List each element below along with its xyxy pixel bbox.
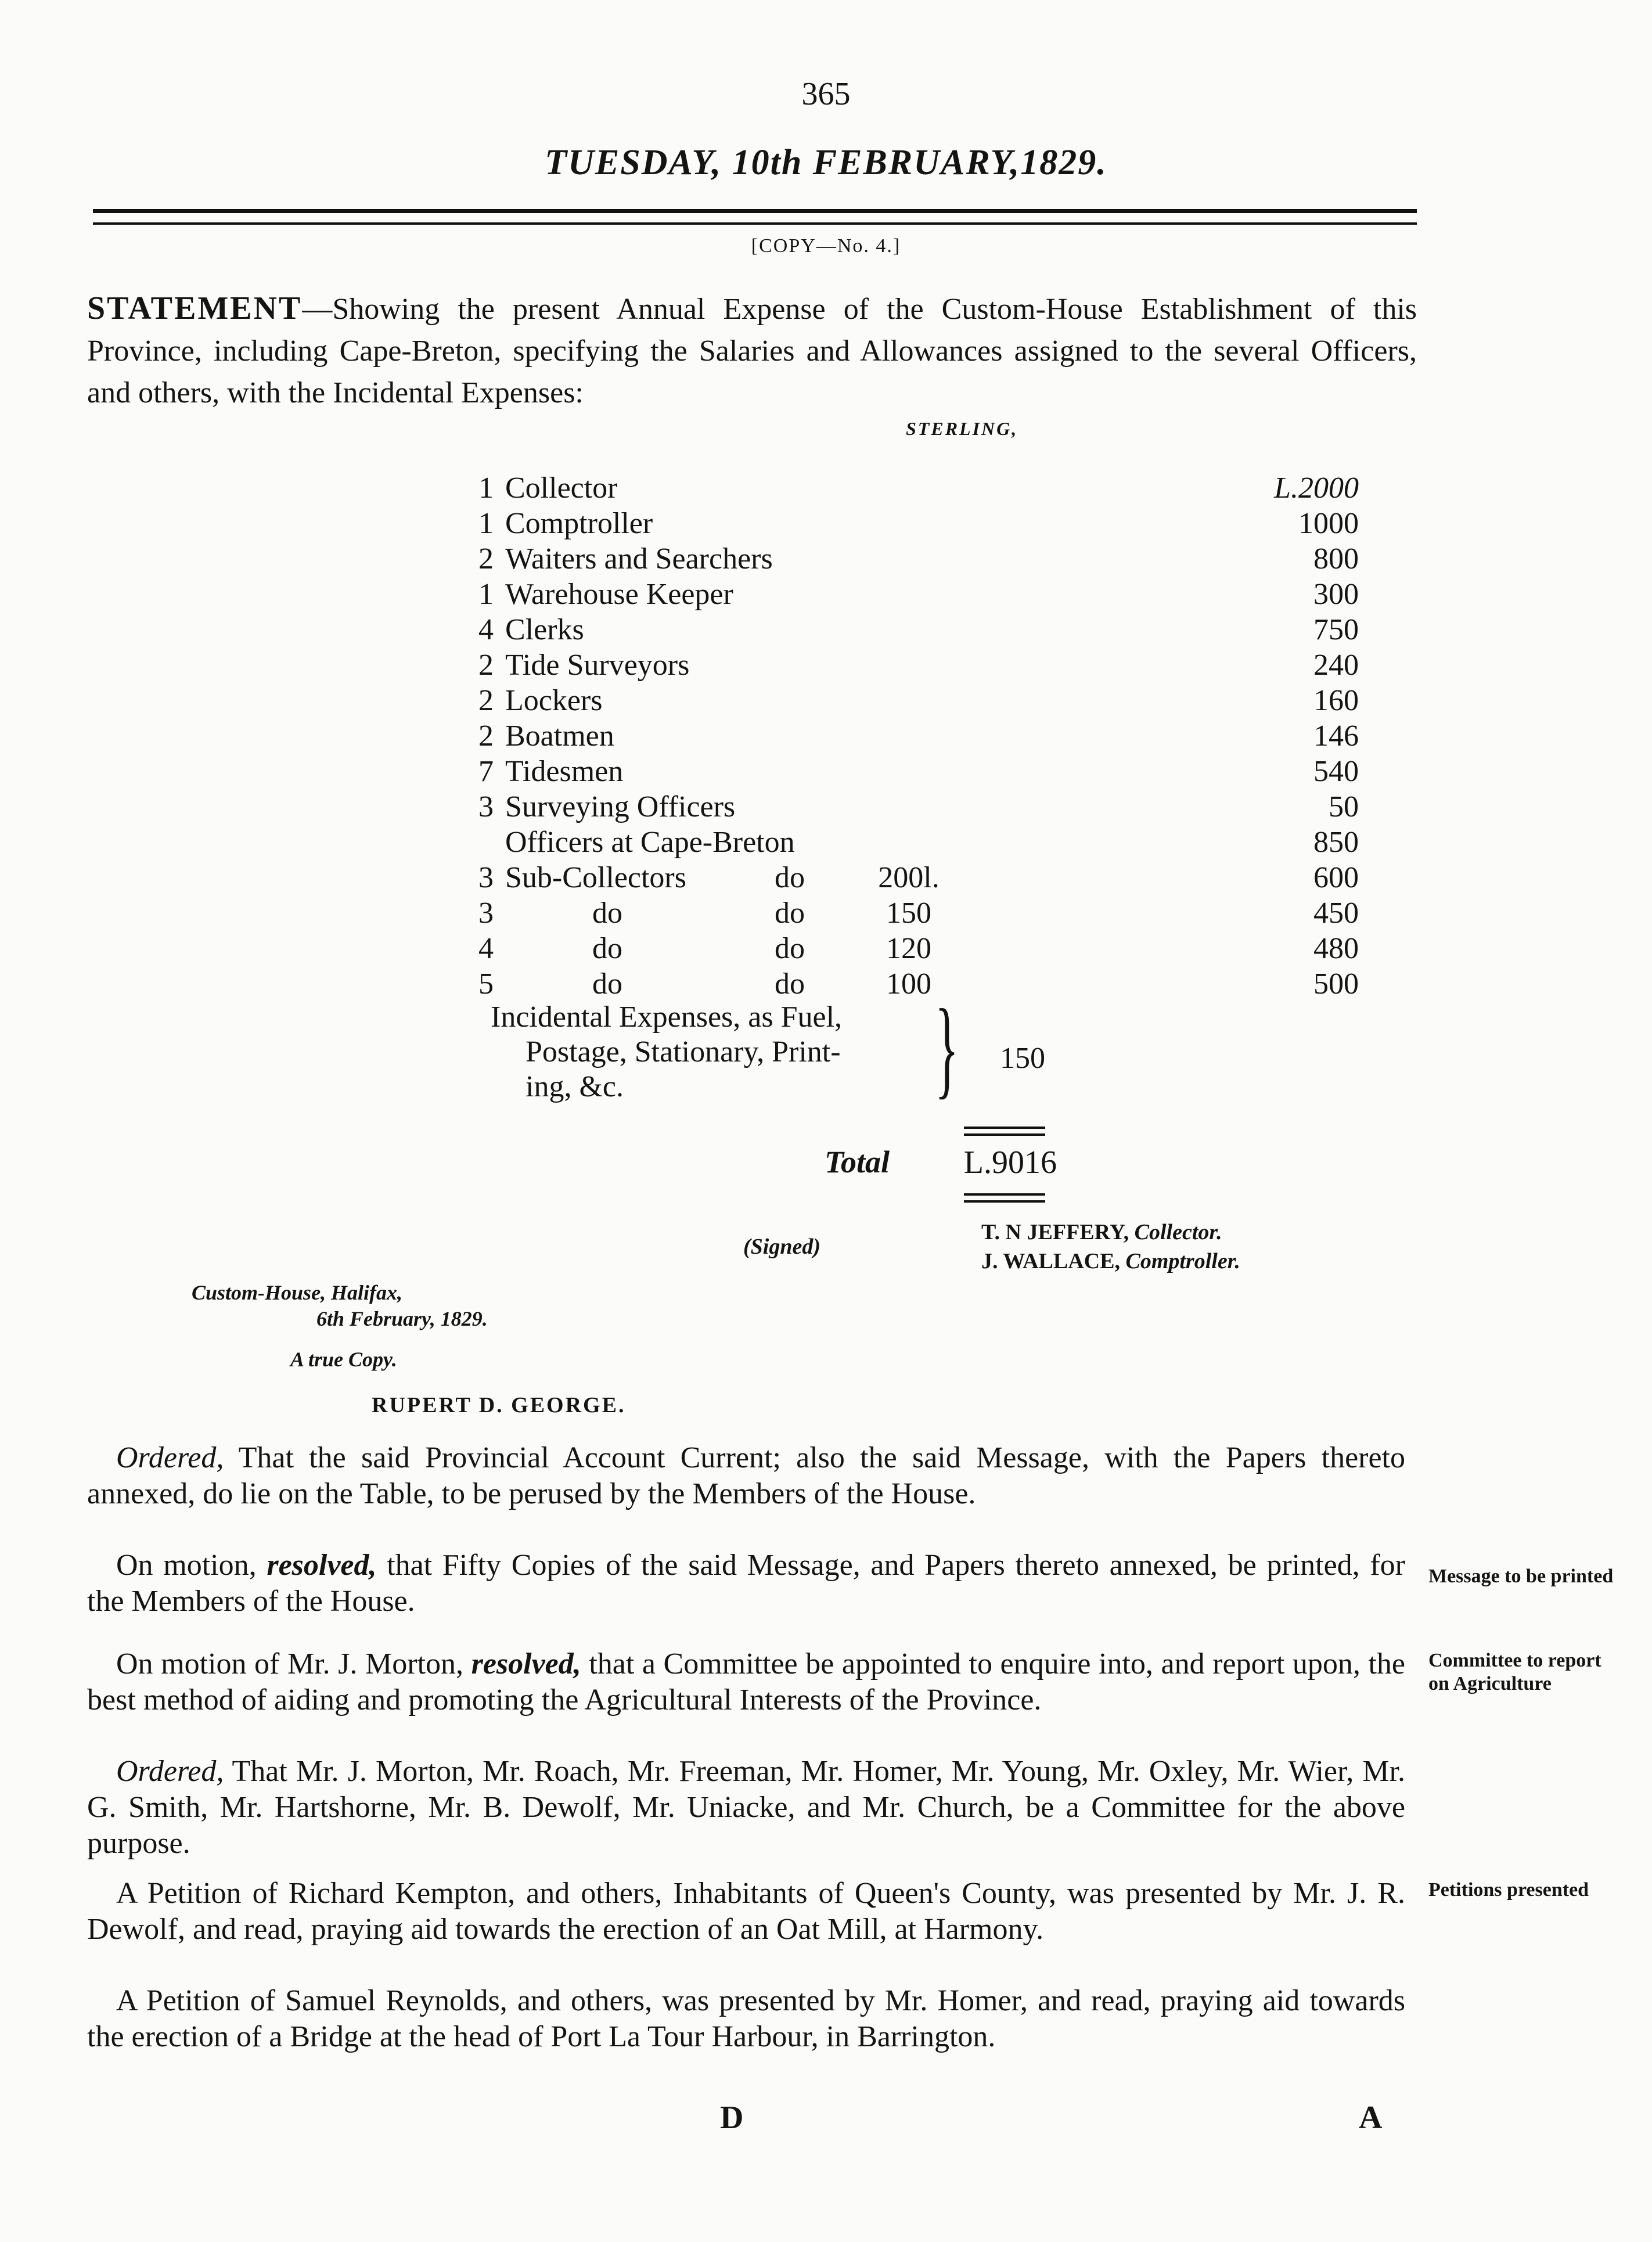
row-officer: Comptroller	[505, 507, 653, 540]
row-officer: Clerks	[505, 613, 584, 646]
p3-part-b: that a Committee be appointed to enquire into, and report upon, the best method of aiding and promoting the Agricultural Interests of the Province.	[87, 1647, 1405, 1716]
signature-mark-right: A	[1359, 2100, 1383, 2136]
p3-part-a: On motion of Mr. J. Morton,	[116, 1647, 472, 1680]
p1-lead: Ordered,	[116, 1441, 224, 1474]
row-officer: Sub-Collectors	[505, 861, 686, 894]
row-officer: do	[592, 967, 622, 1001]
row-amount: 300	[1313, 578, 1359, 611]
paragraph-motion-committee	[87, 1646, 1405, 1718]
total-rule-below	[964, 1193, 1045, 1203]
signer1-name: T. N JEFFERY,	[981, 1220, 1129, 1244]
statement-paragraph	[87, 287, 1417, 414]
row-quantity: 2	[478, 684, 494, 717]
row-rate: 150	[886, 897, 931, 930]
p4-text: That Mr. J. Morton, Mr. Roach, Mr. Freeman, Mr. Homer, Mr. Young, Mr. Oxley, Mr. Wier, Mr. G. Smith, Mr. Hartshorne, Mr. B. Dewolf, Mr. Uniacke, and Mr. Church, be a Committee for the above purpose.	[87, 1755, 1405, 1860]
row-officer: do	[592, 932, 622, 965]
row-amount: 1000	[1298, 507, 1359, 540]
row-officer: do	[592, 897, 622, 930]
table-row	[441, 895, 1428, 931]
statement-text: —Showing the present Annual Expense of the Custom-House Establishment of this Province, including Cape-Breton, specifying the Salaries and Allowances assigned to the several Officers, and others, with the Incidental Expenses:	[87, 293, 1417, 409]
row-quantity: 7	[478, 755, 494, 788]
row-ditto: do	[775, 897, 805, 930]
curly-brace: }	[935, 987, 959, 1109]
row-officer: Lockers	[505, 684, 603, 717]
signer2-title: Comptroller.	[1125, 1249, 1240, 1273]
table-row	[441, 825, 1428, 860]
row-amount: 450	[1313, 897, 1359, 930]
p3-resolved: resolved,	[471, 1647, 581, 1680]
page-date-heading: TUESDAY, 10th FEBRUARY,1829.	[545, 143, 1107, 182]
total-rule-above	[964, 1127, 1045, 1136]
row-officer: Officers at Cape-Breton	[505, 826, 795, 859]
currency-label: STERLING,	[906, 418, 1018, 439]
row-quantity: 3	[478, 897, 494, 930]
row-officer: Waiters and Searchers	[505, 542, 773, 575]
certifier-name: RUPERT D. GEORGE.	[372, 1393, 626, 1417]
incidental-expenses-label	[491, 1000, 955, 1104]
margin-note-petitions: Petitions presented	[1428, 1879, 1589, 1901]
row-amount: 240	[1313, 649, 1359, 682]
row-quantity: 4	[478, 613, 494, 646]
table-row	[441, 577, 1428, 612]
table-row	[441, 612, 1428, 647]
paragraph-petition-kempton: A Petition of Richard Kempton, and others, Inhabitants of Queen's County, was presented by Mr. J. R. Dewolf, and read, praying aid towards the erection of an Oat Mill, at Harmony.	[87, 1877, 1405, 1946]
row-amount: 146	[1313, 719, 1359, 753]
table-row	[441, 789, 1428, 825]
signer-collector	[981, 1219, 1222, 1245]
row-officer: Tidesmen	[505, 755, 624, 788]
row-rate: 120	[886, 932, 931, 965]
table-row	[441, 506, 1428, 541]
row-officer: Boatmen	[505, 719, 614, 753]
margin-note-message: Message to be printed	[1428, 1566, 1614, 1587]
row-quantity: 1	[478, 507, 494, 540]
row-quantity: 2	[478, 542, 494, 575]
signer1-title: Collector.	[1134, 1220, 1222, 1244]
p2-resolved: resolved,	[267, 1549, 377, 1582]
row-amount: 480	[1313, 932, 1359, 965]
dated-line: 6th February, 1829.	[316, 1307, 488, 1330]
incidental-line-3: ing, &c.	[526, 1070, 624, 1103]
true-copy-line: A true Copy.	[290, 1348, 397, 1371]
table-row	[441, 683, 1428, 718]
row-quantity: 4	[478, 932, 494, 965]
table-row	[441, 470, 1428, 506]
row-amount: 540	[1313, 755, 1359, 788]
paragraph-ordered-1	[87, 1440, 1405, 1512]
row-ditto: do	[775, 932, 805, 965]
table-row	[441, 541, 1428, 577]
row-quantity: 1	[478, 578, 494, 611]
table-row	[441, 718, 1428, 754]
signer-comptroller	[981, 1248, 1240, 1274]
row-officer: Surveying Officers	[505, 790, 736, 823]
expense-table	[441, 470, 1428, 1001]
signature-mark-left: D	[720, 2100, 744, 2136]
row-quantity: 2	[478, 719, 494, 753]
row-amount: 50	[1329, 790, 1359, 823]
row-quantity: 3	[478, 861, 494, 894]
row-amount: 750	[1313, 613, 1359, 646]
row-quantity: 5	[478, 967, 494, 1001]
row-amount: 600	[1313, 861, 1359, 894]
incidental-line-1: Incidental Expenses, as Fuel,	[491, 1001, 843, 1034]
heading-rule	[93, 209, 1417, 225]
row-ditto: do	[775, 861, 805, 894]
margin-note-committee: Committee to report on Agriculture	[1428, 1650, 1601, 1694]
incidental-amount: 150	[1000, 1042, 1045, 1075]
p2-part-a: On motion,	[116, 1549, 267, 1582]
place-line: Custom-House, Halifax,	[192, 1281, 403, 1304]
statement-heading: STATEMENT	[87, 290, 303, 326]
p1-text: That the said Provincial Account Current; also the said Message, with the Papers thereto annexed, do lie on the Table, to be perused by the Members of the House.	[87, 1441, 1405, 1510]
row-rate: 100	[886, 967, 931, 1001]
row-amount: 500	[1313, 967, 1359, 1001]
page-number: 365	[801, 76, 851, 112]
incidental-line-2: Postage, Stationary, Print-	[526, 1035, 841, 1068]
copy-label: [COPY—No. 4.]	[751, 235, 901, 257]
total-label: Total	[825, 1145, 890, 1179]
row-amount: 160	[1313, 684, 1359, 717]
row-amount: L.2000	[1274, 472, 1359, 505]
row-officer: Collector	[505, 472, 618, 505]
table-row	[441, 754, 1428, 789]
signed-label: (Signed)	[743, 1235, 820, 1259]
paragraph-ordered-2	[87, 1754, 1405, 1862]
table-row	[441, 860, 1428, 895]
total-amount: L.9016	[963, 1145, 1057, 1181]
p4-lead: Ordered,	[116, 1755, 224, 1788]
row-amount: 850	[1313, 826, 1359, 859]
row-officer: Warehouse Keeper	[505, 578, 733, 611]
row-officer: Tide Surveyors	[505, 649, 690, 682]
row-rate: 200l.	[878, 861, 940, 894]
table-row	[441, 647, 1428, 683]
signer2-name: J. WALLACE,	[981, 1249, 1120, 1273]
p2-part-b: that Fifty Copies of the said Message, and Papers thereto annexed, be printed, for the Members of the House.	[87, 1549, 1406, 1618]
row-quantity: 3	[478, 790, 494, 823]
row-quantity: 2	[478, 649, 494, 682]
table-row	[441, 931, 1428, 966]
row-quantity: 1	[478, 472, 494, 505]
row-amount: 800	[1313, 542, 1359, 575]
row-ditto: do	[775, 967, 805, 1001]
paragraph-petition-reynolds: A Petition of Samuel Reynolds, and others, was presented by Mr. Homer, and read, praying aid towards the erection of a Bridge at the head of Port La Tour Harbour, in Barrington.	[87, 1984, 1405, 2053]
paragraph-motion-print	[87, 1548, 1405, 1620]
